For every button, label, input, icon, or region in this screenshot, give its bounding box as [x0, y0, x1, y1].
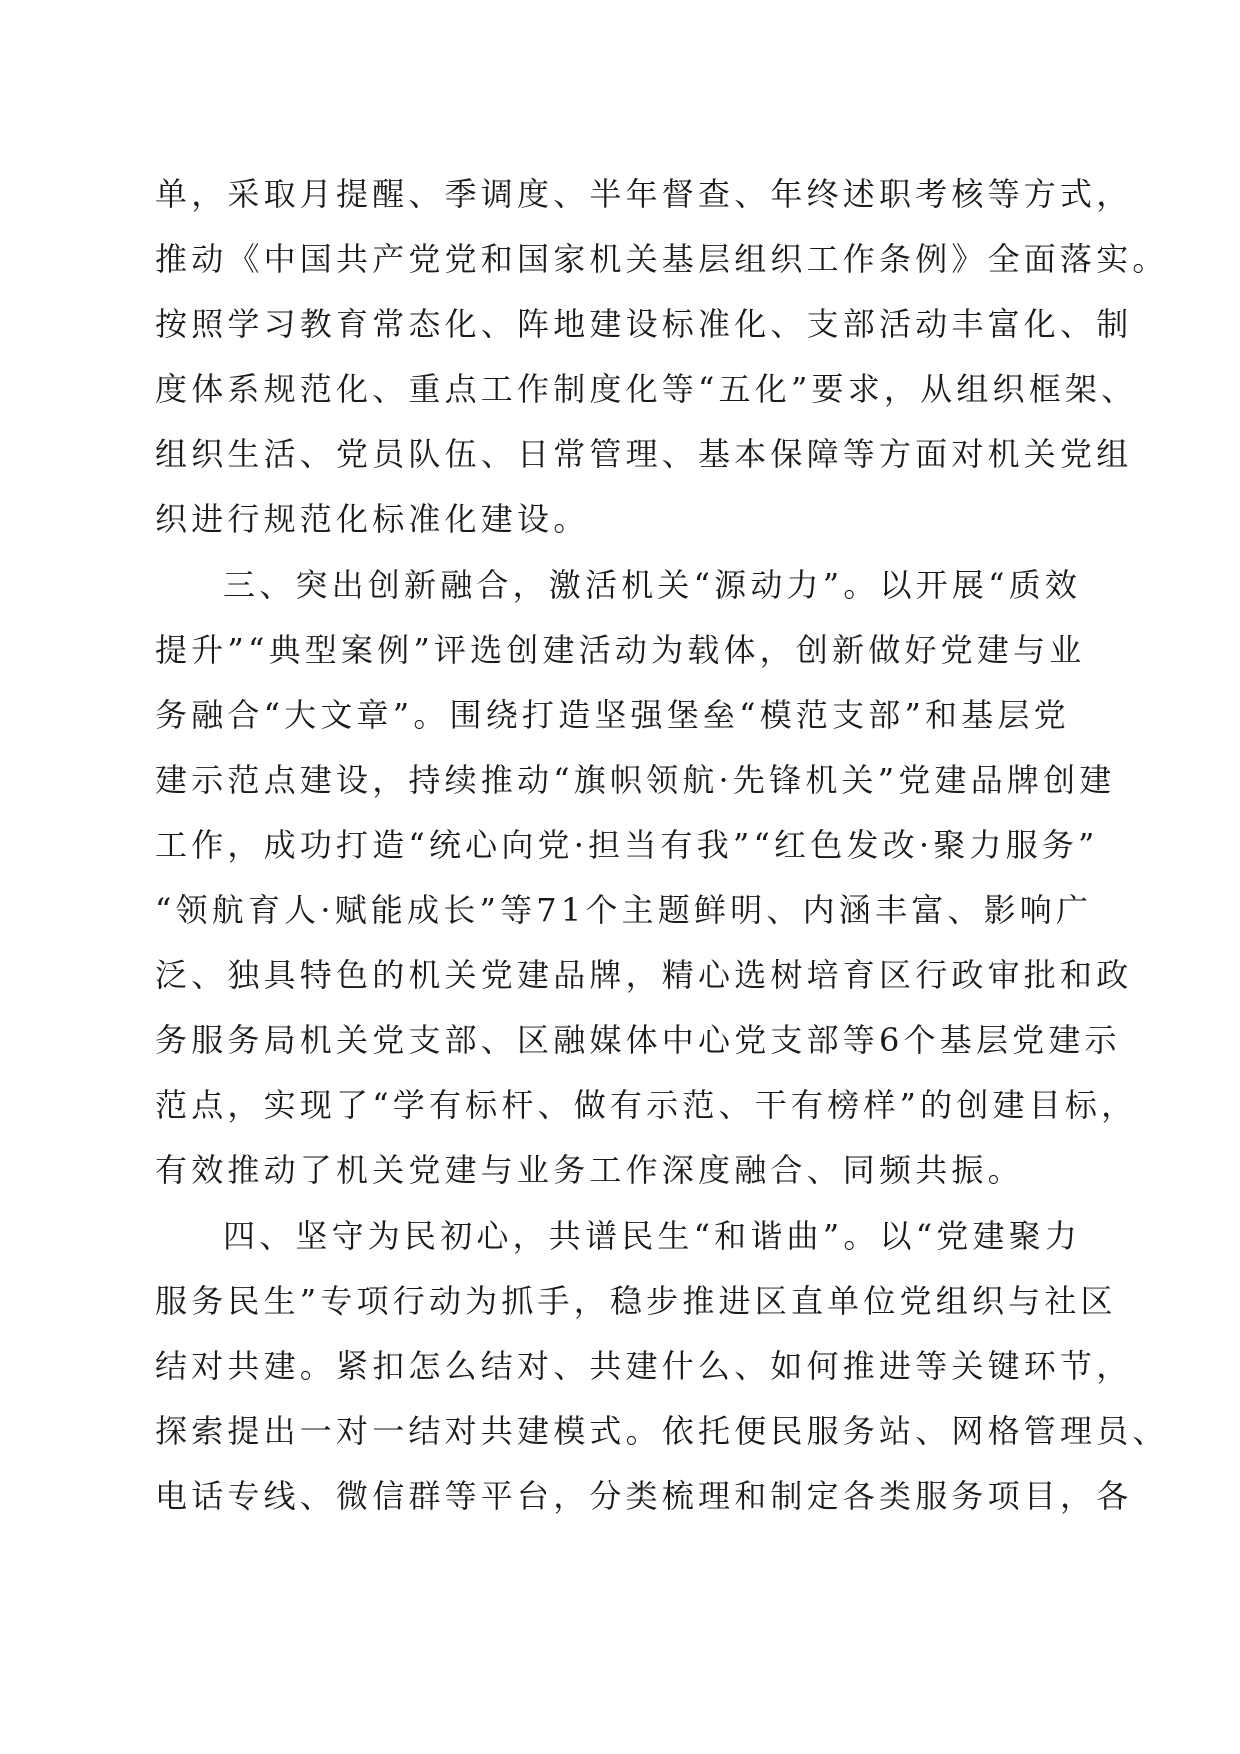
- text-line: 有效推动了机关党建与业务工作深度融合、同频共振。: [155, 1151, 1024, 1190]
- paragraph-start-line: 三、突出创新融合，激活机关“源动力”。以开展“质效: [223, 565, 1082, 604]
- text-line: 结对共建。紧扣怎么结对、共建什么、如何推进等关键环节，: [155, 1346, 1133, 1385]
- text-line: 织进行规范化标准化建设。: [155, 500, 590, 539]
- text-line: 电话专线、微信群等平台，分类梳理和制定各类服务项目，各: [155, 1476, 1133, 1515]
- text-line: 组织生活、党员队伍、日常管理、基本保障等方面对机关党组: [155, 435, 1133, 474]
- paragraph-start-line: 四、坚守为民初心，共谱民生“和谐曲”。以“党建聚力: [223, 1216, 1082, 1255]
- text-line: 按照学习教育常态化、阵地建设标准化、支部活动丰富化、制: [155, 305, 1133, 344]
- body-text: [155, 162, 1169, 1529]
- text-line: 推动《中国共产党党和国家机关基层组织工作条例》全面落实。: [155, 240, 1169, 279]
- text-line: 度体系规范化、重点工作制度化等“五化”要求，从组织框架、: [155, 370, 1138, 409]
- text-line: 范点，实现了“学有标杆、做有示范、干有榜样”的创建目标，: [155, 1086, 1138, 1125]
- text-line: 服务民生”专项行动为抓手，稳步推进区直单位党组织与社区: [155, 1281, 1117, 1320]
- text-line: 泛、独具特色的机关党建品牌，精心选树培育区行政审批和政: [155, 956, 1133, 995]
- text-line: 工作，成功打造“统心向党·担当有我”“红色发改·聚力服务”: [155, 825, 1099, 864]
- text-line: 探索提出一对一结对共建模式。依托便民服务站、网格管理员、: [155, 1411, 1169, 1450]
- text-line: 建示范点建设，持续推动“旗帜领航·先锋机关”党建品牌创建: [155, 760, 1116, 799]
- text-line: 单，采取月提醒、季调度、半年督查、年终述职考核等方式，: [155, 175, 1133, 213]
- text-line: 提升”“典型案例”评选创建活动为载体，创新做好党建与业: [155, 630, 1086, 669]
- text-line: 务融合“大文章”。围绕打造坚强堡垒“模范支部”和基层党: [155, 695, 1070, 734]
- text-line: 务服务局机关党支部、区融媒体中心党支部等6个基层党建示: [155, 1021, 1121, 1060]
- text-line: “领航育人·赋能成长”等71个主题鲜明、内涵丰富、影响广: [155, 891, 1093, 930]
